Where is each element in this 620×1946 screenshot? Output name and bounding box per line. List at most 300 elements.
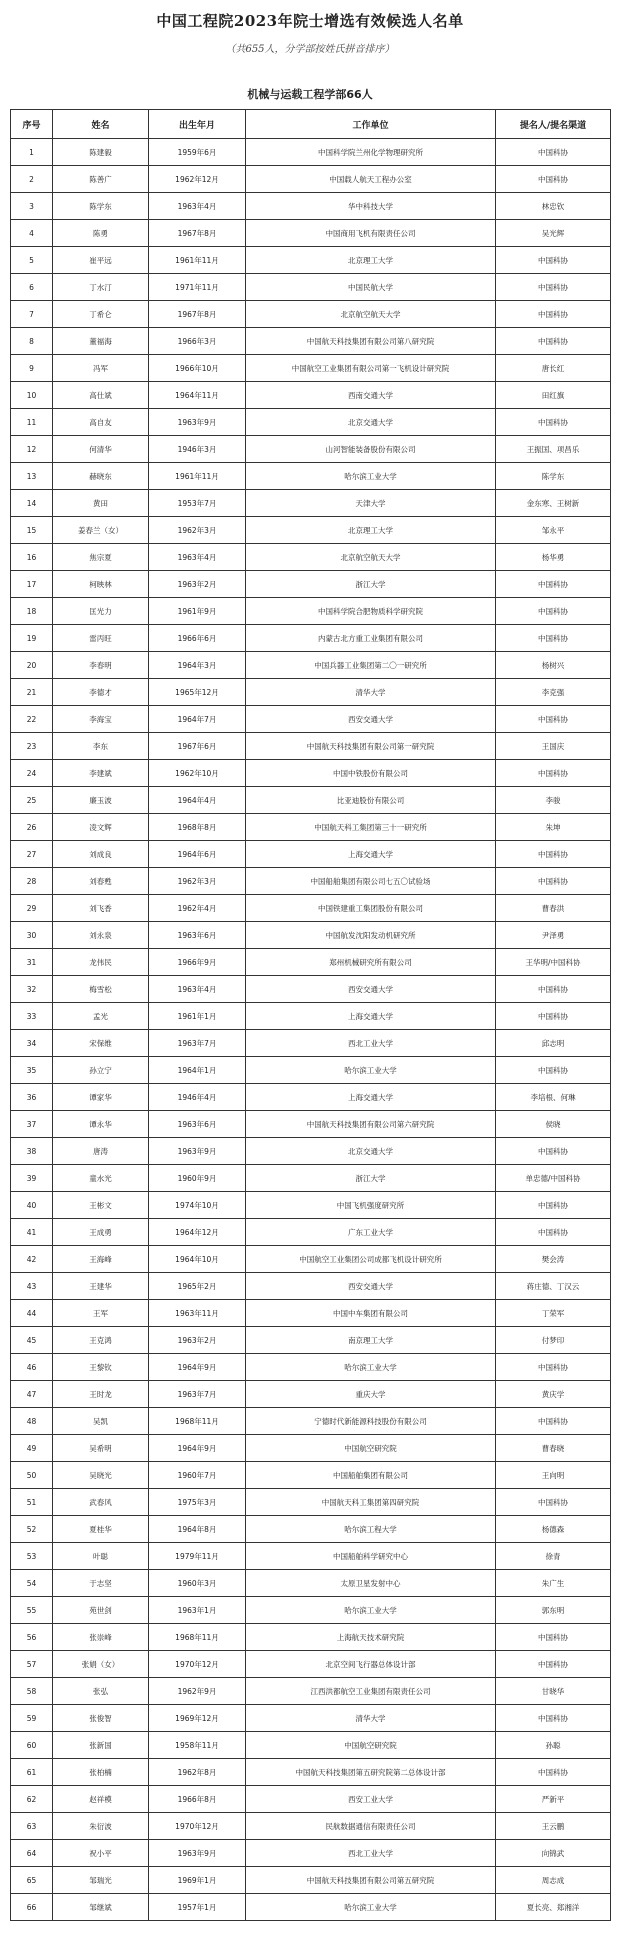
document-title: 中国工程院2023年院士增选有效候选人名单 xyxy=(156,12,464,30)
cell-birth: 1958年11月 xyxy=(149,1732,246,1759)
table-row xyxy=(11,652,611,679)
header-name: 姓名 xyxy=(53,110,149,139)
cell-birth: 1963年6月 xyxy=(149,922,246,949)
cell-index: 18 xyxy=(11,598,53,625)
table-body xyxy=(11,139,611,1921)
table-row xyxy=(11,1057,611,1084)
cell-nominator: 中国科协 xyxy=(496,1489,611,1516)
cell-name: 王建华 xyxy=(53,1273,149,1300)
cell-birth: 1964年10月 xyxy=(149,1246,246,1273)
cell-workplace: 北京理工大学 xyxy=(246,247,496,274)
cell-index: 15 xyxy=(11,517,53,544)
cell-name: 吴凯 xyxy=(53,1408,149,1435)
cell-index: 31 xyxy=(11,949,53,976)
cell-workplace: 西北工业大学 xyxy=(246,1840,496,1867)
cell-name: 张弘 xyxy=(53,1678,149,1705)
cell-nominator: 周志成 xyxy=(496,1867,611,1894)
cell-nominator: 朱坤 xyxy=(496,814,611,841)
table-row xyxy=(11,1570,611,1597)
cell-index: 62 xyxy=(11,1786,53,1813)
table-row xyxy=(11,949,611,976)
cell-index: 57 xyxy=(11,1651,53,1678)
cell-workplace: 中国船舶集团有限公司 xyxy=(246,1462,496,1489)
table-row xyxy=(11,814,611,841)
cell-name: 吴晓光 xyxy=(53,1462,149,1489)
cell-birth: 1962年3月 xyxy=(149,517,246,544)
cell-index: 6 xyxy=(11,274,53,301)
cell-workplace: 中国兵器工业集团第二〇一研究所 xyxy=(246,652,496,679)
cell-workplace: 中国船舶集团有限公司七五〇试验场 xyxy=(246,868,496,895)
table-row xyxy=(11,895,611,922)
table-row xyxy=(11,1138,611,1165)
cell-birth: 1963年11月 xyxy=(149,1300,246,1327)
cell-index: 65 xyxy=(11,1867,53,1894)
cell-birth: 1957年1月 xyxy=(149,1894,246,1921)
table-row xyxy=(11,787,611,814)
cell-birth: 1965年2月 xyxy=(149,1273,246,1300)
table-row xyxy=(11,1705,611,1732)
cell-nominator: 中国科协 xyxy=(496,706,611,733)
cell-index: 60 xyxy=(11,1732,53,1759)
cell-nominator: 中国科协 xyxy=(496,625,611,652)
cell-workplace: 北京空间飞行器总体设计部 xyxy=(246,1651,496,1678)
cell-birth: 1963年7月 xyxy=(149,1030,246,1057)
cell-workplace: 中国航空研究院 xyxy=(246,1732,496,1759)
cell-index: 66 xyxy=(11,1894,53,1921)
table-row xyxy=(11,1084,611,1111)
cell-index: 58 xyxy=(11,1678,53,1705)
cell-nominator: 王国庆 xyxy=(496,733,611,760)
table-row xyxy=(11,1300,611,1327)
table-row xyxy=(11,301,611,328)
cell-workplace: 中国飞机强度研究所 xyxy=(246,1192,496,1219)
cell-index: 16 xyxy=(11,544,53,571)
table-row xyxy=(11,1246,611,1273)
cell-index: 50 xyxy=(11,1462,53,1489)
cell-name: 陈勇 xyxy=(53,220,149,247)
cell-index: 14 xyxy=(11,490,53,517)
cell-workplace: 中国民航大学 xyxy=(246,274,496,301)
cell-workplace: 中国科学院合肥物质科学研究院 xyxy=(246,598,496,625)
cell-index: 41 xyxy=(11,1219,53,1246)
cell-birth: 1966年10月 xyxy=(149,355,246,382)
cell-nominator: 中国科协 xyxy=(496,1003,611,1030)
cell-index: 23 xyxy=(11,733,53,760)
cell-birth: 1962年10月 xyxy=(149,760,246,787)
table-row xyxy=(11,355,611,382)
cell-name: 柯映林 xyxy=(53,571,149,598)
cell-nominator: 中国科协 xyxy=(496,274,611,301)
cell-nominator: 中国科协 xyxy=(496,571,611,598)
cell-workplace: 江西洪都航空工业集团有限责任公司 xyxy=(246,1678,496,1705)
cell-birth: 1962年12月 xyxy=(149,166,246,193)
cell-birth: 1970年12月 xyxy=(149,1651,246,1678)
cell-birth: 1961年11月 xyxy=(149,247,246,274)
cell-index: 10 xyxy=(11,382,53,409)
cell-name: 于志坚 xyxy=(53,1570,149,1597)
cell-nominator: 中国科协 xyxy=(496,139,611,166)
cell-workplace: 浙江大学 xyxy=(246,1165,496,1192)
cell-workplace: 哈尔滨工业大学 xyxy=(246,1354,496,1381)
cell-workplace: 哈尔滨工业大学 xyxy=(246,1597,496,1624)
cell-name: 谭永华 xyxy=(53,1111,149,1138)
cell-workplace: 上海航天技术研究院 xyxy=(246,1624,496,1651)
table-row xyxy=(11,922,611,949)
cell-nominator: 李骏 xyxy=(496,787,611,814)
cell-birth: 1963年4月 xyxy=(149,193,246,220)
cell-nominator: 丁荣军 xyxy=(496,1300,611,1327)
cell-workplace: 宁德时代新能源科技股份有限公司 xyxy=(246,1408,496,1435)
cell-index: 55 xyxy=(11,1597,53,1624)
cell-nominator: 蒋庄德、丁汉云 xyxy=(496,1273,611,1300)
cell-workplace: 中国航空研究院 xyxy=(246,1435,496,1462)
cell-name: 陈建毅 xyxy=(53,139,149,166)
cell-nominator: 单忠德/中国科协 xyxy=(496,1165,611,1192)
cell-nominator: 王振国、项昌乐 xyxy=(496,436,611,463)
table-row xyxy=(11,274,611,301)
table-row xyxy=(11,841,611,868)
table-row xyxy=(11,1462,611,1489)
cell-birth: 1964年3月 xyxy=(149,652,246,679)
cell-birth: 1964年7月 xyxy=(149,706,246,733)
table-header-row xyxy=(11,110,611,139)
cell-birth: 1963年1月 xyxy=(149,1597,246,1624)
cell-nominator: 王云鹏 xyxy=(496,1813,611,1840)
cell-birth: 1967年6月 xyxy=(149,733,246,760)
cell-birth: 1964年9月 xyxy=(149,1435,246,1462)
cell-name: 姜春兰（女） xyxy=(53,517,149,544)
cell-name: 丁希仑 xyxy=(53,301,149,328)
cell-name: 刘春甦 xyxy=(53,868,149,895)
cell-name: 董福海 xyxy=(53,328,149,355)
cell-birth: 1966年8月 xyxy=(149,1786,246,1813)
cell-nominator: 中国科协 xyxy=(496,1408,611,1435)
cell-birth: 1961年1月 xyxy=(149,1003,246,1030)
cell-index: 36 xyxy=(11,1084,53,1111)
table-row xyxy=(11,1327,611,1354)
cell-workplace: 清华大学 xyxy=(246,679,496,706)
cell-name: 宋保维 xyxy=(53,1030,149,1057)
cell-birth: 1975年3月 xyxy=(149,1489,246,1516)
cell-name: 王彬文 xyxy=(53,1192,149,1219)
table-row xyxy=(11,625,611,652)
table-row xyxy=(11,517,611,544)
cell-nominator: 杨华勇 xyxy=(496,544,611,571)
cell-name: 苑世剑 xyxy=(53,1597,149,1624)
cell-birth: 1965年12月 xyxy=(149,679,246,706)
cell-name: 王海峰 xyxy=(53,1246,149,1273)
cell-birth: 1967年8月 xyxy=(149,220,246,247)
cell-workplace: 西安工业大学 xyxy=(246,1786,496,1813)
cell-workplace: 华中科技大学 xyxy=(246,193,496,220)
table-row xyxy=(11,598,611,625)
cell-birth: 1966年9月 xyxy=(149,949,246,976)
cell-workplace: 南京理工大学 xyxy=(246,1327,496,1354)
cell-index: 56 xyxy=(11,1624,53,1651)
cell-index: 30 xyxy=(11,922,53,949)
cell-birth: 1964年4月 xyxy=(149,787,246,814)
cell-index: 22 xyxy=(11,706,53,733)
cell-nominator: 中国科协 xyxy=(496,1705,611,1732)
table-row xyxy=(11,1165,611,1192)
cell-name: 李东 xyxy=(53,733,149,760)
cell-index: 34 xyxy=(11,1030,53,1057)
cell-index: 61 xyxy=(11,1759,53,1786)
cell-workplace: 哈尔滨工业大学 xyxy=(246,1057,496,1084)
cell-name: 吴希明 xyxy=(53,1435,149,1462)
cell-nominator: 王向明 xyxy=(496,1462,611,1489)
cell-birth: 1964年6月 xyxy=(149,841,246,868)
cell-index: 51 xyxy=(11,1489,53,1516)
cell-nominator: 中国科协 xyxy=(496,760,611,787)
candidate-table xyxy=(10,109,611,1921)
cell-index: 24 xyxy=(11,760,53,787)
cell-nominator: 中国科协 xyxy=(496,1219,611,1246)
cell-workplace: 上海交通大学 xyxy=(246,1003,496,1030)
cell-nominator: 侯晓 xyxy=(496,1111,611,1138)
cell-birth: 1964年11月 xyxy=(149,382,246,409)
cell-nominator: 中国科协 xyxy=(496,1624,611,1651)
cell-workplace: 西安交通大学 xyxy=(246,1273,496,1300)
cell-index: 5 xyxy=(11,247,53,274)
table-row xyxy=(11,1786,611,1813)
cell-nominator: 中国科协 xyxy=(496,1759,611,1786)
cell-nominator: 林忠钦 xyxy=(496,193,611,220)
header-index: 序号 xyxy=(11,110,53,139)
cell-nominator: 中国科协 xyxy=(496,1354,611,1381)
cell-index: 35 xyxy=(11,1057,53,1084)
cell-name: 李春明 xyxy=(53,652,149,679)
cell-workplace: 民航数据通信有限责任公司 xyxy=(246,1813,496,1840)
cell-name: 王黎钦 xyxy=(53,1354,149,1381)
cell-workplace: 北京理工大学 xyxy=(246,517,496,544)
cell-name: 夏桂华 xyxy=(53,1516,149,1543)
cell-name: 张柏楠 xyxy=(53,1759,149,1786)
cell-workplace: 中国航天科技集团有限公司第一研究院 xyxy=(246,733,496,760)
cell-nominator: 中国科协 xyxy=(496,1192,611,1219)
table-row xyxy=(11,1219,611,1246)
cell-nominator: 朱广生 xyxy=(496,1570,611,1597)
cell-birth: 1971年11月 xyxy=(149,274,246,301)
cell-nominator: 李克强 xyxy=(496,679,611,706)
cell-name: 凌文辉 xyxy=(53,814,149,841)
cell-name: 何清华 xyxy=(53,436,149,463)
cell-name: 刘成良 xyxy=(53,841,149,868)
cell-workplace: 中国中车集团有限公司 xyxy=(246,1300,496,1327)
cell-birth: 1960年7月 xyxy=(149,1462,246,1489)
cell-birth: 1963年6月 xyxy=(149,1111,246,1138)
cell-name: 张新国 xyxy=(53,1732,149,1759)
cell-nominator: 田红旗 xyxy=(496,382,611,409)
cell-nominator: 陈学东 xyxy=(496,463,611,490)
cell-birth: 1974年10月 xyxy=(149,1192,246,1219)
cell-name: 武春风 xyxy=(53,1489,149,1516)
cell-name: 朱衍波 xyxy=(53,1813,149,1840)
cell-nominator: 郭东明 xyxy=(496,1597,611,1624)
cell-nominator: 向锦武 xyxy=(496,1840,611,1867)
cell-nominator: 黄庆学 xyxy=(496,1381,611,1408)
table-row xyxy=(11,328,611,355)
cell-index: 20 xyxy=(11,652,53,679)
table-row xyxy=(11,1543,611,1570)
cell-name: 王成勇 xyxy=(53,1219,149,1246)
cell-name: 廉玉波 xyxy=(53,787,149,814)
cell-workplace: 中国商用飞机有限责任公司 xyxy=(246,220,496,247)
cell-index: 52 xyxy=(11,1516,53,1543)
cell-index: 25 xyxy=(11,787,53,814)
cell-workplace: 北京交通大学 xyxy=(246,409,496,436)
cell-name: 祝小平 xyxy=(53,1840,149,1867)
table-row xyxy=(11,1867,611,1894)
cell-birth: 1966年6月 xyxy=(149,625,246,652)
cell-birth: 1968年8月 xyxy=(149,814,246,841)
cell-name: 刘永泉 xyxy=(53,922,149,949)
cell-index: 9 xyxy=(11,355,53,382)
cell-name: 匡光力 xyxy=(53,598,149,625)
table-row xyxy=(11,679,611,706)
cell-name: 梅雪松 xyxy=(53,976,149,1003)
cell-birth: 1961年11月 xyxy=(149,463,246,490)
cell-workplace: 上海交通大学 xyxy=(246,841,496,868)
cell-birth: 1946年4月 xyxy=(149,1084,246,1111)
cell-birth: 1960年9月 xyxy=(149,1165,246,1192)
cell-nominator: 中国科协 xyxy=(496,976,611,1003)
cell-name: 叶聪 xyxy=(53,1543,149,1570)
cell-workplace: 西安交通大学 xyxy=(246,706,496,733)
cell-birth: 1979年11月 xyxy=(149,1543,246,1570)
cell-index: 21 xyxy=(11,679,53,706)
cell-birth: 1962年3月 xyxy=(149,868,246,895)
cell-index: 17 xyxy=(11,571,53,598)
cell-workplace: 清华大学 xyxy=(246,1705,496,1732)
cell-birth: 1962年8月 xyxy=(149,1759,246,1786)
cell-name: 刘飞香 xyxy=(53,895,149,922)
cell-name: 李建斌 xyxy=(53,760,149,787)
header-workplace: 工作单位 xyxy=(246,110,496,139)
cell-workplace: 比亚迪股份有限公司 xyxy=(246,787,496,814)
cell-birth: 1953年7月 xyxy=(149,490,246,517)
cell-index: 63 xyxy=(11,1813,53,1840)
cell-index: 45 xyxy=(11,1327,53,1354)
cell-workplace: 中国航天科技集团有限公司第六研究院 xyxy=(246,1111,496,1138)
table-row xyxy=(11,463,611,490)
cell-nominator: 严新平 xyxy=(496,1786,611,1813)
table-row xyxy=(11,166,611,193)
cell-workplace: 中国中铁股份有限公司 xyxy=(246,760,496,787)
cell-birth: 1970年12月 xyxy=(149,1813,246,1840)
cell-index: 48 xyxy=(11,1408,53,1435)
cell-birth: 1962年4月 xyxy=(149,895,246,922)
cell-workplace: 中国航发沈阳发动机研究所 xyxy=(246,922,496,949)
cell-index: 32 xyxy=(11,976,53,1003)
cell-name: 王军 xyxy=(53,1300,149,1327)
cell-name: 陈善广 xyxy=(53,166,149,193)
table-row xyxy=(11,139,611,166)
table-row xyxy=(11,1003,611,1030)
cell-name: 赫晓东 xyxy=(53,463,149,490)
cell-index: 37 xyxy=(11,1111,53,1138)
cell-birth: 1963年4月 xyxy=(149,544,246,571)
cell-index: 13 xyxy=(11,463,53,490)
table-row xyxy=(11,1111,611,1138)
cell-index: 8 xyxy=(11,328,53,355)
cell-birth: 1963年7月 xyxy=(149,1381,246,1408)
cell-name: 崔平远 xyxy=(53,247,149,274)
cell-name: 高自友 xyxy=(53,409,149,436)
cell-name: 张俊智 xyxy=(53,1705,149,1732)
cell-nominator: 李培根、何琳 xyxy=(496,1084,611,1111)
cell-nominator: 金东寒、王树新 xyxy=(496,490,611,517)
cell-nominator: 孙聪 xyxy=(496,1732,611,1759)
table-row xyxy=(11,1732,611,1759)
cell-index: 54 xyxy=(11,1570,53,1597)
cell-nominator: 中国科协 xyxy=(496,328,611,355)
cell-nominator: 徐青 xyxy=(496,1543,611,1570)
cell-workplace: 中国航天科技集团有限公司第八研究院 xyxy=(246,328,496,355)
cell-index: 59 xyxy=(11,1705,53,1732)
cell-workplace: 中国航天科工集团第三十一研究所 xyxy=(246,814,496,841)
table-row xyxy=(11,1435,611,1462)
cell-index: 27 xyxy=(11,841,53,868)
cell-index: 7 xyxy=(11,301,53,328)
table-row xyxy=(11,733,611,760)
table-row xyxy=(11,436,611,463)
cell-name: 雷丙旺 xyxy=(53,625,149,652)
table-row xyxy=(11,220,611,247)
cell-nominator: 夏长亮、郑湘洋 xyxy=(496,1894,611,1921)
cell-workplace: 中国航天科技集团有限公司第五研究院 xyxy=(246,1867,496,1894)
table-row xyxy=(11,1354,611,1381)
cell-name: 谭家华 xyxy=(53,1084,149,1111)
cell-birth: 1963年9月 xyxy=(149,409,246,436)
cell-index: 19 xyxy=(11,625,53,652)
cell-index: 64 xyxy=(11,1840,53,1867)
cell-birth: 1964年12月 xyxy=(149,1219,246,1246)
cell-workplace: 太原卫星发射中心 xyxy=(246,1570,496,1597)
table-row xyxy=(11,1651,611,1678)
cell-workplace: 中国航天科工集团第四研究院 xyxy=(246,1489,496,1516)
cell-name: 童水光 xyxy=(53,1165,149,1192)
cell-birth: 1963年2月 xyxy=(149,571,246,598)
cell-index: 11 xyxy=(11,409,53,436)
cell-nominator: 吴光辉 xyxy=(496,220,611,247)
cell-workplace: 浙江大学 xyxy=(246,571,496,598)
cell-name: 冯军 xyxy=(53,355,149,382)
table-row xyxy=(11,1516,611,1543)
cell-workplace: 中国船舶科学研究中心 xyxy=(246,1543,496,1570)
cell-name: 陈学东 xyxy=(53,193,149,220)
table-row xyxy=(11,1381,611,1408)
table-row xyxy=(11,1489,611,1516)
cell-workplace: 哈尔滨工程大学 xyxy=(246,1516,496,1543)
table-row xyxy=(11,1813,611,1840)
table-row xyxy=(11,247,611,274)
cell-birth: 1964年1月 xyxy=(149,1057,246,1084)
cell-nominator: 樊会涛 xyxy=(496,1246,611,1273)
cell-nominator: 曹春洪 xyxy=(496,895,611,922)
table-row xyxy=(11,409,611,436)
table-row xyxy=(11,490,611,517)
header-birth: 出生年月 xyxy=(149,110,246,139)
cell-birth: 1968年11月 xyxy=(149,1408,246,1435)
cell-name: 王克鸿 xyxy=(53,1327,149,1354)
cell-name: 赵祥模 xyxy=(53,1786,149,1813)
cell-nominator: 甘晓华 xyxy=(496,1678,611,1705)
cell-nominator: 中国科协 xyxy=(496,598,611,625)
table-row xyxy=(11,1678,611,1705)
cell-name: 高仕斌 xyxy=(53,382,149,409)
cell-nominator: 中国科协 xyxy=(496,1651,611,1678)
